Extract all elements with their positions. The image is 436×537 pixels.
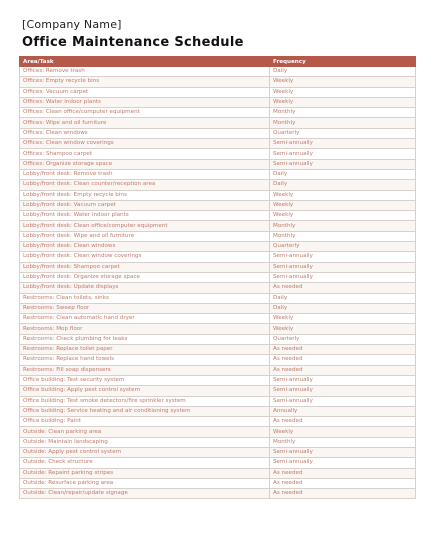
maintenance-schedule-table: [19, 56, 416, 499]
table-row[interactable]: [20, 406, 416, 416]
cell-frequency[interactable]: As needed: [270, 417, 416, 427]
table-row[interactable]: [20, 200, 416, 210]
cell-frequency[interactable]: Semi-annually: [270, 159, 416, 169]
cell-frequency[interactable]: Monthly: [270, 118, 416, 128]
table-row[interactable]: [20, 221, 416, 231]
cell-frequency[interactable]: Weekly: [270, 87, 416, 97]
cell-frequency[interactable]: Quarterly: [270, 334, 416, 344]
cell-frequency[interactable]: Semi-annually: [270, 252, 416, 262]
cell-frequency[interactable]: Monthly: [270, 437, 416, 447]
table-row[interactable]: [20, 478, 416, 488]
table-row[interactable]: [20, 468, 416, 478]
table-row[interactable]: [20, 293, 416, 303]
cell-area-task[interactable]: Lobby/front desk: Vacuum carpet: [20, 200, 270, 210]
cell-area-task[interactable]: Lobby/front desk: Clean windows: [20, 242, 270, 252]
table-row[interactable]: [20, 386, 416, 396]
cell-frequency[interactable]: Weekly: [270, 314, 416, 324]
table-row[interactable]: [20, 169, 416, 179]
table-row[interactable]: [20, 190, 416, 200]
cell-frequency[interactable]: Weekly: [270, 211, 416, 221]
cell-area-task[interactable]: Offices: Water indoor plants: [20, 97, 270, 107]
cell-frequency[interactable]: Weekly: [270, 427, 416, 437]
cell-area-task[interactable]: Lobby/front desk: Wipe and oil furniture: [20, 231, 270, 241]
cell-area-task[interactable]: Restrooms: Check plumbing for leaks: [20, 334, 270, 344]
table-row[interactable]: [20, 180, 416, 190]
table-row[interactable]: [20, 108, 416, 118]
cell-area-task[interactable]: Offices: Clean office/computer equipment: [20, 108, 270, 118]
table-row[interactable]: [20, 334, 416, 344]
table-row[interactable]: [20, 159, 416, 169]
cell-area-task[interactable]: Offices: Clean window coverings: [20, 139, 270, 149]
cell-area-task[interactable]: Offices: Empty recycle bins: [20, 77, 270, 87]
cell-area-task[interactable]: Restrooms: Clean toilets, sinks: [20, 293, 270, 303]
table-row[interactable]: [20, 345, 416, 355]
table-row[interactable]: [20, 211, 416, 221]
cell-area-task[interactable]: Outside: Clean/repair/update signage: [20, 489, 270, 499]
table-row[interactable]: [20, 314, 416, 324]
table-row[interactable]: [20, 396, 416, 406]
cell-frequency[interactable]: As needed: [270, 355, 416, 365]
table-row[interactable]: [20, 355, 416, 365]
cell-frequency[interactable]: Daily: [270, 180, 416, 190]
table-row[interactable]: [20, 67, 416, 77]
table-row[interactable]: [20, 87, 416, 97]
cell-area-task[interactable]: Outside: Repaint parking stripes: [20, 468, 270, 478]
table-row[interactable]: [20, 447, 416, 457]
table-row[interactable]: [20, 252, 416, 262]
table-row[interactable]: [20, 303, 416, 313]
cell-frequency[interactable]: Semi-annually: [270, 458, 416, 468]
cell-area-task[interactable]: Outside: Apply pest control system: [20, 447, 270, 457]
cell-area-task[interactable]: Lobby/front desk: Shampoo carpet: [20, 262, 270, 272]
cell-frequency[interactable]: As needed: [270, 365, 416, 375]
cell-area-task[interactable]: Lobby/front desk: Empty recycle bins: [20, 190, 270, 200]
cell-frequency[interactable]: Semi-annually: [270, 447, 416, 457]
table-row[interactable]: [20, 375, 416, 385]
cell-area-task[interactable]: Lobby/front desk: Organize storage space: [20, 272, 270, 282]
cell-area-task[interactable]: Restrooms: Replace hand towels: [20, 355, 270, 365]
column-header-frequency[interactable]: Frequency: [270, 57, 416, 67]
cell-area-task[interactable]: Office building: Service heating and air conditioning system: [20, 406, 270, 416]
cell-frequency[interactable]: As needed: [270, 468, 416, 478]
cell-frequency[interactable]: Semi-annually: [270, 139, 416, 149]
table-row[interactable]: [20, 149, 416, 159]
cell-frequency[interactable]: Weekly: [270, 324, 416, 334]
cell-frequency[interactable]: As needed: [270, 489, 416, 499]
table-row[interactable]: [20, 489, 416, 499]
cell-frequency[interactable]: Daily: [270, 67, 416, 77]
table-row[interactable]: [20, 324, 416, 334]
cell-area-task[interactable]: Office building: Test security system: [20, 375, 270, 385]
table-row[interactable]: [20, 417, 416, 427]
table-header-row: [20, 57, 416, 67]
cell-area-task[interactable]: Lobby/front desk: Remove trash: [20, 169, 270, 179]
cell-area-task[interactable]: Outside: Check structure: [20, 458, 270, 468]
table-row[interactable]: [20, 242, 416, 252]
cell-frequency[interactable]: Weekly: [270, 200, 416, 210]
cell-area-task[interactable]: Restrooms: Fill soap dispensers: [20, 365, 270, 375]
cell-frequency[interactable]: Daily: [270, 303, 416, 313]
cell-area-task[interactable]: Restrooms: Mop floor: [20, 324, 270, 334]
cell-area-task[interactable]: Office building: Apply pest control system: [20, 386, 270, 396]
cell-frequency[interactable]: Monthly: [270, 231, 416, 241]
cell-area-task[interactable]: Lobby/front desk: Clean window coverings: [20, 252, 270, 262]
cell-area-task[interactable]: Lobby/front desk: Clean office/computer equipment: [20, 221, 270, 231]
table-row[interactable]: [20, 97, 416, 107]
cell-frequency[interactable]: Semi-annually: [270, 262, 416, 272]
table-row[interactable]: [20, 283, 416, 293]
cell-frequency[interactable]: As needed: [270, 345, 416, 355]
cell-area-task[interactable]: Restrooms: Replace toilet paper: [20, 345, 270, 355]
cell-frequency[interactable]: Weekly: [270, 190, 416, 200]
cell-area-task[interactable]: Offices: Vacuum carpet: [20, 87, 270, 97]
cell-frequency[interactable]: Quarterly: [270, 128, 416, 138]
table-row[interactable]: [20, 458, 416, 468]
table-row[interactable]: [20, 118, 416, 128]
cell-frequency[interactable]: Semi-annually: [270, 272, 416, 282]
cell-frequency[interactable]: Monthly: [270, 108, 416, 118]
cell-area-task[interactable]: Offices: Remove trash: [20, 67, 270, 77]
table-row[interactable]: [20, 272, 416, 282]
cell-area-task[interactable]: Outside: Clean parking area: [20, 427, 270, 437]
cell-area-task[interactable]: Lobby/front desk: Water indoor plants: [20, 211, 270, 221]
cell-frequency[interactable]: Semi-annually: [270, 396, 416, 406]
table-row[interactable]: [20, 231, 416, 241]
cell-area-task[interactable]: Restrooms: Sweep floor: [20, 303, 270, 313]
cell-area-task[interactable]: Office building: Test smoke detectors/fire sprinkler system: [20, 396, 270, 406]
cell-area-task[interactable]: Offices: Shampoo carpet: [20, 149, 270, 159]
cell-frequency[interactable]: Semi-annually: [270, 375, 416, 385]
document-title: Office Maintenance Schedule: [22, 35, 244, 50]
cell-frequency[interactable]: Monthly: [270, 221, 416, 231]
column-header-area-task[interactable]: Area/Task: [20, 57, 270, 67]
table-body: [20, 67, 416, 499]
cell-area-task[interactable]: Offices: Wipe and oil furniture: [20, 118, 270, 128]
cell-frequency[interactable]: Semi-annually: [270, 386, 416, 396]
cell-area-task[interactable]: Outside: Maintain landscaping: [20, 437, 270, 447]
cell-frequency[interactable]: Weekly: [270, 77, 416, 87]
cell-frequency[interactable]: Quarterly: [270, 242, 416, 252]
cell-area-task[interactable]: Outside: Resurface parking area: [20, 478, 270, 488]
cell-area-task[interactable]: Offices: Clean windows: [20, 128, 270, 138]
cell-area-task[interactable]: Lobby/front desk: Clean counter/reception area: [20, 180, 270, 190]
table-row[interactable]: [20, 437, 416, 447]
cell-frequency[interactable]: As needed: [270, 283, 416, 293]
table-row[interactable]: [20, 128, 416, 138]
cell-frequency[interactable]: Daily: [270, 169, 416, 179]
cell-frequency[interactable]: Daily: [270, 293, 416, 303]
cell-area-task[interactable]: Office building: Paint: [20, 417, 270, 427]
company-name: [Company Name]: [22, 18, 122, 31]
cell-area-task[interactable]: Lobby/front desk: Update displays: [20, 283, 270, 293]
cell-area-task[interactable]: Offices: Organize storage space: [20, 159, 270, 169]
table-row[interactable]: [20, 77, 416, 87]
table-row[interactable]: [20, 427, 416, 437]
table-row[interactable]: [20, 262, 416, 272]
table-row[interactable]: [20, 365, 416, 375]
cell-frequency[interactable]: As needed: [270, 478, 416, 488]
cell-frequency[interactable]: Weekly: [270, 97, 416, 107]
table-row[interactable]: [20, 139, 416, 149]
cell-area-task[interactable]: Restrooms: Clean automatic hand dryer: [20, 314, 270, 324]
cell-frequency[interactable]: Semi-annually: [270, 149, 416, 159]
cell-frequency[interactable]: Annually: [270, 406, 416, 416]
